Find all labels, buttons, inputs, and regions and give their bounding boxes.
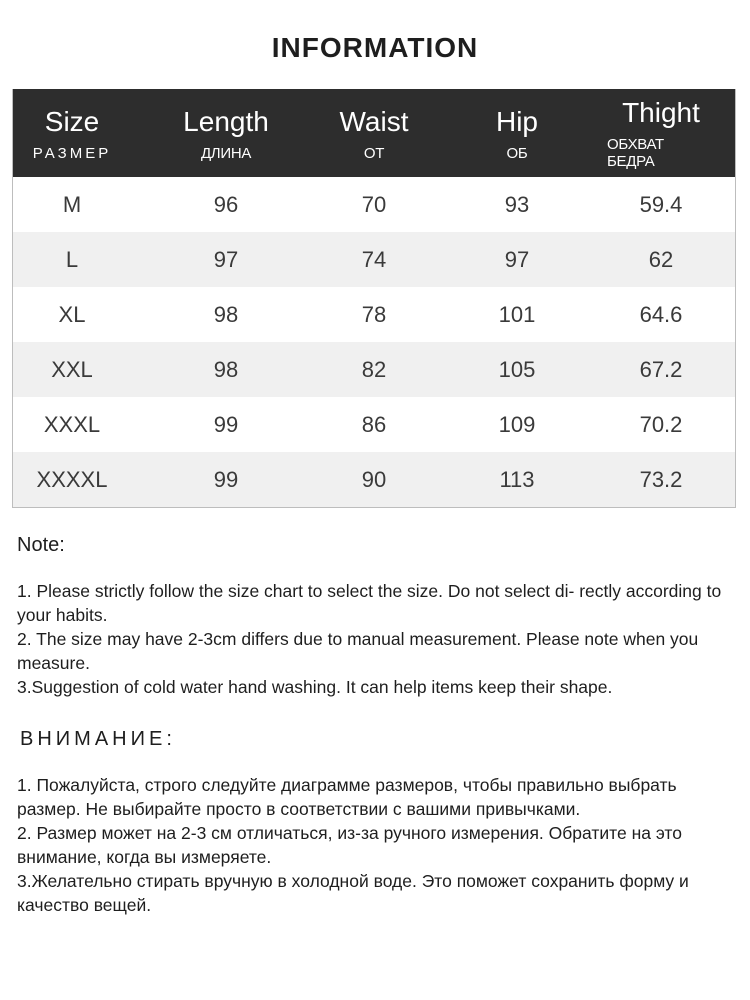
- cell-thigh: 73.2: [639, 466, 683, 492]
- cell-waist: 70: [361, 191, 387, 217]
- cell-thigh: 70.2: [639, 411, 683, 437]
- cell-waist: 82: [361, 356, 387, 382]
- cell-length: 98: [213, 356, 239, 382]
- cell-thigh: 59.4: [639, 191, 683, 217]
- note-item: 2. Размер может на 2-3 см отличаться, из-за ручного измерения. Обратите на это внимание, когда вы измеряете.: [17, 823, 682, 867]
- cell-length: 97: [213, 246, 239, 272]
- header-sublabel: ОБ: [506, 144, 528, 162]
- cell-hip: 93: [504, 191, 530, 217]
- cell-size: XXL: [51, 356, 93, 382]
- header-sublabel: ОБХВАТ БЕДРА: [607, 136, 664, 170]
- header-thigh: [607, 89, 715, 177]
- header-waist: [321, 89, 427, 177]
- cell-size: XXXL: [43, 411, 101, 437]
- header-label: Size: [44, 105, 100, 137]
- table-row: [13, 177, 735, 232]
- cell-length: 99: [213, 466, 239, 492]
- cell-hip: 113: [499, 466, 535, 492]
- size-chart-table: [12, 89, 736, 508]
- header-length: [131, 89, 321, 177]
- cell-size: L: [65, 246, 79, 272]
- header-sublabel: РАЗМЕР: [32, 144, 112, 162]
- note-list-ru: [17, 773, 732, 917]
- note-heading-en: Note:: [17, 534, 65, 556]
- note-heading-ru: ВНИМАНИЕ:: [20, 728, 176, 750]
- note-item: 2. The size may have 2-3cm differs due to manual measurement. Please note when you measure.: [17, 629, 699, 673]
- cell-waist: 78: [361, 301, 387, 327]
- cell-hip: 97: [504, 246, 530, 272]
- header-label: Waist: [339, 105, 409, 137]
- cell-waist: 86: [361, 411, 387, 437]
- table-row: [13, 452, 735, 507]
- cell-size: XL: [58, 301, 86, 327]
- note-item: 3.Suggestion of cold water hand washing. It can help items keep their shape.: [17, 677, 613, 697]
- cell-waist: 74: [361, 246, 387, 272]
- cell-length: 96: [213, 191, 239, 217]
- cell-size: M: [62, 191, 82, 217]
- cell-length: 98: [213, 301, 239, 327]
- notes-section: [17, 533, 732, 917]
- note-item: 1. Пожалуйста, строго следуйте диаграмме размеров, чтобы правильно выбрать размер. Не выбирайте просто в соответствии с вашими привычками.: [17, 775, 677, 819]
- header-label: Thight: [622, 97, 700, 128]
- cell-size: XXXXL: [36, 466, 108, 492]
- table-header: [13, 89, 735, 177]
- table-row: [13, 342, 735, 397]
- header-sublabel: ДЛИНА: [200, 144, 252, 162]
- note-item: 3.Желательно стирать вручную в холодной воде. Это поможет сохранить форму и качество вещей.: [17, 871, 689, 915]
- cell-waist: 90: [361, 466, 387, 492]
- cell-thigh: 62: [648, 246, 674, 272]
- cell-thigh: 67.2: [639, 356, 683, 382]
- cell-hip: 105: [498, 356, 536, 382]
- cell-thigh: 64.6: [639, 301, 683, 327]
- page-title: INFORMATION: [271, 32, 479, 63]
- header-label: Length: [183, 105, 269, 137]
- cell-hip: 101: [498, 301, 536, 327]
- header-hip: [427, 89, 607, 177]
- cell-length: 99: [213, 411, 239, 437]
- table-body: [13, 177, 735, 507]
- table-row: [13, 287, 735, 342]
- header-sublabel: ОТ: [363, 144, 385, 162]
- cell-hip: 109: [498, 411, 536, 437]
- note-list-en: [17, 579, 732, 699]
- table-row: [13, 232, 735, 287]
- note-item: 1. Please strictly follow the size chart to select the size. Do not select di- rectly according to your habits.: [17, 581, 722, 625]
- table-row: [13, 397, 735, 452]
- header-label: Hip: [495, 105, 538, 137]
- header-size: [13, 89, 131, 177]
